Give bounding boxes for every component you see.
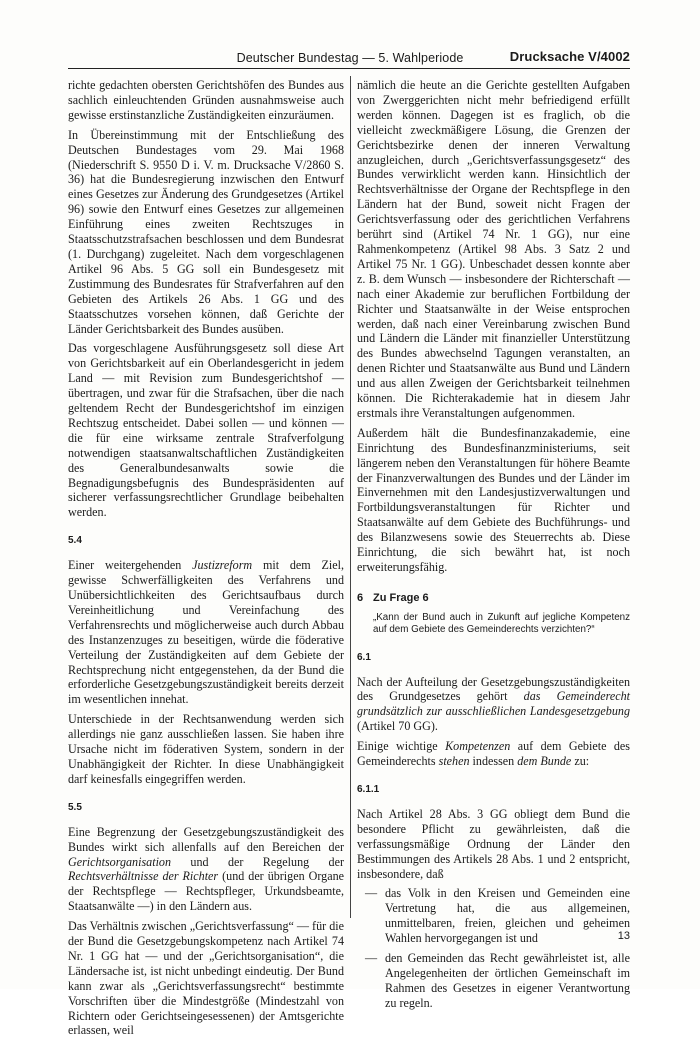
paragraph: Unterschiede in der Rechtsanwendung werden sich allerdings nie ganz ausschließen lassen. Sie haben ihre Ursache nicht im föderativen System, sondern in der Unabhängigkeit der Richter. In diese Unabhängigkeit darf keinesfalls eingegriffen werden. [68,712,344,786]
running-title: Deutscher Bundestag — 5. Wahlperiode [236,51,464,65]
list-item: — das Volk in den Kreisen und Gemeinden eine Vertretung hat, die aus allgemeinen, unmittelbaren, freien, gleichen und geheimen Wahlen hervorgegangen ist und [357,886,630,946]
paragraph: Das vorgeschlagene Ausführungsgesetz soll diese Art von Gerichtsbarkeit auf ein Oberlandesgericht in jedem Land — mit Revision zum Bundesgerichtshof — übertragen, und zwar für die Strafsachen, über die nach geltendem Recht der Bundesgerichtshof im einzigen Rechtszug entscheidet. Dabei sollen — und können — die für eine wirksame zentrale Strafverfolgung notwendigen staatsanwaltschaftlichen Zuständigkeiten des Generalbundesanwalts sowie die Begnadigungsbefugnis des Bundespräsidenten auf sicherer verfassungsrechtlicher Grundlage beibehalten werden. [68,341,344,520]
paragraph: Einige wichtige Kompetenzen auf dem Gebiete des Gemeinderechts stehen indessen dem Bunde zu: [357,739,630,769]
section-number: 5.4 [68,535,82,547]
paragraph: Das Verhältnis zwischen „Gerichtsverfassung“ — für die der Bund die Gesetzgebungskompetenz nach Artikel 74 Nr. 1 GG hat — und der „Gerichtsorganisation“, die Ländersache ist, ist nicht unbedingt eindeutig. Der Bund kann zwar als „Gerichtsverfassungsrecht“ bestimmte Vorschriften über die Mindestgröße (Mindestzahl von Richtern oder Gerichtseingesessenen) der Amtsgerichte erlassen, weil [68,919,344,1038]
list-item: — den Gemeinden das Recht gewährleistet ist, alle Angelegenheiten der örtlichen Gemeinschaft im Rahmen des Gesetzes in eigener Verantwortung zu regeln. [357,951,630,1011]
question-quote: „Kann der Bund auch in Zukunft auf jegliche Kompetenz auf dem Gebiete des Gemeinderechts verzichten?“ [373,611,630,636]
header-rule [68,68,630,69]
section-number: 5.5 [68,801,82,813]
page-number: 13 [617,930,630,942]
section-number: 6.1 [357,651,371,663]
right-column [357,78,630,1016]
left-column [68,78,344,1043]
paragraph: Einer weitergehenden Justizreform mit dem Ziel, gewisse Schwerfälligkeiten des Verfahrens und Unübersichtlichkeiten des Gerichtsaufbaus durch Vereinheitlichung und Vereinfachung des Verfahrensrechts und möglicherweise auch durch Abbau des Instanzenzuges zu beseitigen, würde die föderative Verteilung der Zuständigkeiten auf dem Gebiete der Rechtsprechung nicht entgegenstehen, da der Bund die erforderliche Gesetzgebungszuständigkeit bereits derzeit im wesentlichen innehat. [68,558,344,707]
emphasis: Rechtsverhältnisse der Richter [68,869,219,884]
emphasis: das Gemeinderecht grundsätzlich zur ausschließlichen Landesgesetzgebung [357,689,631,719]
emphasis: stehen [438,754,470,769]
emphasis: Kompetenzen [445,739,511,754]
document-number: Drucksache V/4002 [509,49,630,64]
paragraph: Nach Artikel 28 Abs. 3 GG obliegt dem Bund die besondere Pflicht zu gewährleisten, daß die verfassungsmäßige Ordnung der Länder den Bestimmungen des Artikels 28 Abs. 1 und 2 entspricht, insbesondere, daß [357,806,630,881]
dash-list [357,886,630,1010]
section-number: 6.1.1 [357,783,380,795]
emphasis: Justizreform [192,558,253,573]
emphasis: Gerichtsorganisation [68,854,172,869]
paragraph: Eine Begrenzung der Gesetzgebungszuständigkeit des Bundes wirkt sich allenfalls auf den Bereichen der Gerichtsorganisation und der Regelung der Rechtsverhältnisse der Richter (und der übrigen Organe der Rechtspflege — Rechtspfleger, Urkundsbeamte, Staatsanwälte —) in den Ländern aus. [68,824,344,914]
paragraph: nämlich die heute an die Gerichte gestellten Aufgaben von Zwerggerichten nicht mehr befriedigend erfüllt werden können. Dagegen ist es fraglich, ob die vielleicht zweckmäßigere Lösung, die Grenzen der Gerichtsbezirke denen der inneren Verwaltung anzugleichen, durch „Gerichtsverfassungsgesetz“ des Bundes verwirklicht werden kann. Hinsichtlich der Rechtsverhältnisse der Organe der Rechtspflege in den Ländern hat der Bund, soweit nicht Fragen der Gerichtsverfassung oder des gerichtlichen Verfahrens berührt sind (Artikel 74 Nr. 1 GG), nur eine Rahmenkompetenz (Artikel 98 Abs. 3 Satz 2 und Artikel 75 Nr. 1 GG). Unbeschadet dessen konnte aber z. B. dem Wunsch — insbesondere der Richterschaft — nach einer Akademie zur beruflichen Fortbildung der Richter und Staatsanwälte in der Weise entsprochen werden, daß nach einer Vereinbarung zwischen Bund und Ländern die Länder mit finanzieller Unterstützung des Bundes abwechselnd Tagungen veranstalten, an denen Richter und Staatsanwälte aus Bund und Ländern und aus allen Zweigen der Gerichtsbarkeit teilnehmen können. Die Richterakademie hat in diesem Jahr erstmals ihre Veranstaltungen aufgenommen. [357,78,630,420]
section-heading: 6 Zu Frage 6 [357,591,429,604]
column-divider [350,76,351,918]
paragraph: Außerdem hält die Bundesfinanzakademie, eine Einrichtung des Bundesfinanzministeriums, seit längerem neben den Veranstaltungen für höhere Beamte der Finanzverwaltungen des Bundes und der Länder im Einvernehmen mit den Landesjustizverwaltungen und Fortbildungsveranstaltungen für Richter und Staatsanwälte auf dem Gebiete des Buchführungs- und des Bilanzwesens sowie des Steuerrechts ab. Diese Einrichtung, die sich bewährt hat, ist noch erweiterungsfähig. [357,425,630,574]
paragraph: Nach der Aufteilung der Gesetzgebungszuständigkeiten des Grundgesetzes gehört das Gemeinderecht grundsätzlich zur ausschließlichen Landesgesetzgebung (Artikel 70 GG). [357,674,631,734]
paragraph: In Übereinstimmung mit der Entschließung des Deutschen Bundestages vom 29. Mai 1968 (Niederschrift S. 9550 D i. V. m. Drucksache V/2860 S. 36) hat die Bundesregierung inzwischen den Entwurf eines Gesetzes zur Änderung des Grundgesetzes (Artikel 96) sowie den Entwurf eines Gesetzes zur allgemeinen Einführung eines zweiten Rechtszuges in Staatsschutzstrafsachen beschlossen und dem Bundesrat (1. Durchgang) zugeleitet. Nach dem vorgeschlagenen Artikel 96 Abs. 5 GG soll ein Bundesgesetz mit Zustimmung des Bundesrates für Strafverfahren auf den Gebieten des Artikels 26 Abs. 1 GG und des Staatsschutzes vorsehen können, daß Gerichte der Länder Gerichtsbarkeit des Bundes ausüben. [68,127,344,336]
emphasis: dem Bunde [517,754,572,769]
paragraph: richte gedachten obersten Gerichtshöfen des Bundes aus sachlich einleuchtenden Gründen ausnahmsweise auch gewisse erstinstanzliche Zuständigkeiten einzuräumen. [68,78,344,122]
